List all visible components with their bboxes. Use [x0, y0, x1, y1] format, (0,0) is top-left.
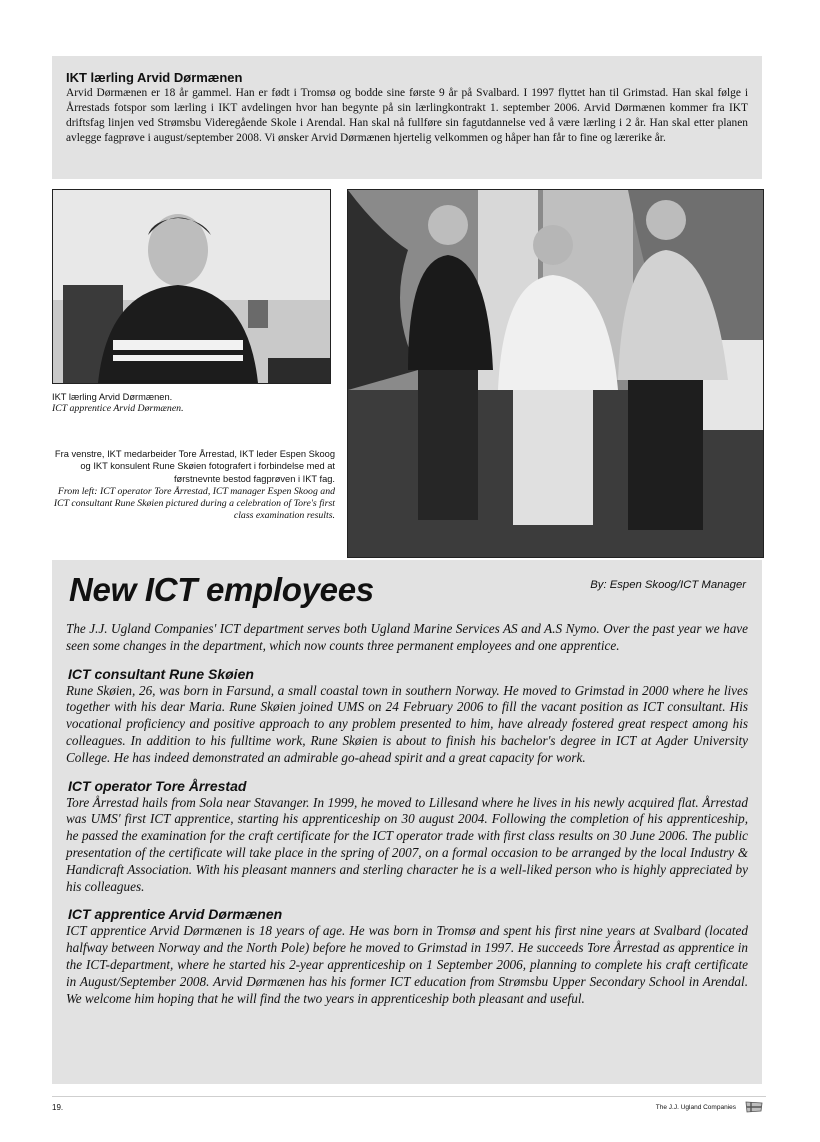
- intro-box: [52, 56, 762, 179]
- article-intro: The J.J. Ugland Companies' ICT department serves both Ugland Marine Services AS and A.S Nymo. Over the past year we have seen some changes in the department, which now counts three permanent employees and one apprentice.: [66, 621, 748, 653]
- publication-name: The J.J. Ugland Companies: [655, 1104, 736, 1111]
- intro-heading: IKT lærling Arvid Dørmænen: [66, 70, 243, 85]
- apprentice-photo-caption: [52, 391, 332, 415]
- flag-icon: [745, 1100, 763, 1112]
- group-photo: [347, 189, 764, 558]
- article: [52, 560, 762, 1084]
- article-title: New ICT employees: [69, 571, 374, 608]
- apprentice-photo: [52, 189, 331, 384]
- page-number: 19.: [52, 1103, 64, 1112]
- section-body-tore: Tore Årrestad hails from Sola near Stavanger. In 1999, he moved to Lillesand where he lives in his newly acquired flat. Årrestad was UMS' first ICT apprentice, starting his apprenticeship on 30 august 2004. Following the completion of his apprenticeship, he passed the examination for the craft certificate for the ICT operator trade with first class results on 30 June 2006. The public presentation of the certificate will take place in the spring of 2007, on a formal occasion to be arranged by the local Industry & Handicraft Association. With his pleasant manners and sterling character he is a well-liked person who is highly appreciated by his colleagues.: [66, 794, 748, 894]
- byline: By: Espen Skoog/ICT Manager: [590, 579, 746, 591]
- section-heading-tore: ICT operator Tore Årrestad: [68, 777, 247, 794]
- caption-english: From left: ICT operator Tore Årrestad, ICT manager Espen Skoog and ICT consultant Rune Skøien pictured during a celebration of Tore's first class examination results.: [53, 485, 335, 522]
- caption-english: ICT apprentice Arvid Dørmænen.: [52, 403, 184, 414]
- section-body-arvid: ICT apprentice Arvid Dørmænen is 18 years of age. He was born in Tromsø and spent his first nine years at Svalbard (located halfway between Norway and the North Pole) before he moved to Grimstad in 1997. He succeeds Tore Årrestad as apprentice in the ICT-department, where he started his 2-year apprenticeship on 1 September 2006, planning to complete his craft certificate in August/September 2008. Arvid Dørmænen has his former ICT education from Strømsbu Upper Secondary School in Arendal. We welcome him hoping that he will find the two years in apprenticeship both pleasant and useful.: [66, 923, 748, 1006]
- section-heading-rune: ICT consultant Rune Skøien: [68, 665, 254, 682]
- article-header: [66, 560, 748, 621]
- section-heading-arvid: ICT apprentice Arvid Dørmænen: [68, 906, 283, 923]
- intro-body: Arvid Dørmænen er 18 år gammel. Han er født i Tromsø og bodde sine første 9 år på Svalbard. I 1997 flyttet han til Grimstad. Han skal følge i Årrestads fotspor som lærling i IKT avdelingen hvor han begynte på sin lærlingkontrakt 1. september 2006. Arvid Dørmænen kommer fra IKT driftsfag linjen ved Strømsbu Videregående Skole i Arendal. Han skal nå fullføre sin fagutdannelse ved å være lærling i 2 år. Han skal etter planen avlegge fagprøve i august/september 2008. Vi ønsker Arvid Dørmænen hjertelig velkommen og håper han får to fine og lærerike år.: [66, 87, 748, 144]
- caption-norwegian: Fra venstre, IKT medarbeider Tore Årrestad, IKT leder Espen Skoog og IKT konsulent Rune Skøien fotografert i forbindelse med at førstnevnte bestod fagprøven i IKT fag.: [54, 449, 335, 484]
- group-photo-caption: [52, 448, 335, 523]
- footer-divider: [52, 1096, 766, 1097]
- section-body-rune: Rune Skøien, 26, was born in Farsund, a small coastal town in southern Norway. He moved to Grimstad in 2000 where he lives together with his dear Maria. Rune Skøien joined UMS on 24 February 2006 to fill the vacant position as ICT consultant. His vocational proficiency and positive approach to any problem presented to him, have already fostered great respect among his colleagues. In addition to his fulltime work, Rune Skøien is about to finish his bachelor's degree in ICT at Agder University College. He has indeed demonstrated an admirable go-ahead spirit and a great capacity for work.: [66, 682, 748, 765]
- caption-norwegian: IKT lærling Arvid Dørmænen.: [52, 392, 173, 402]
